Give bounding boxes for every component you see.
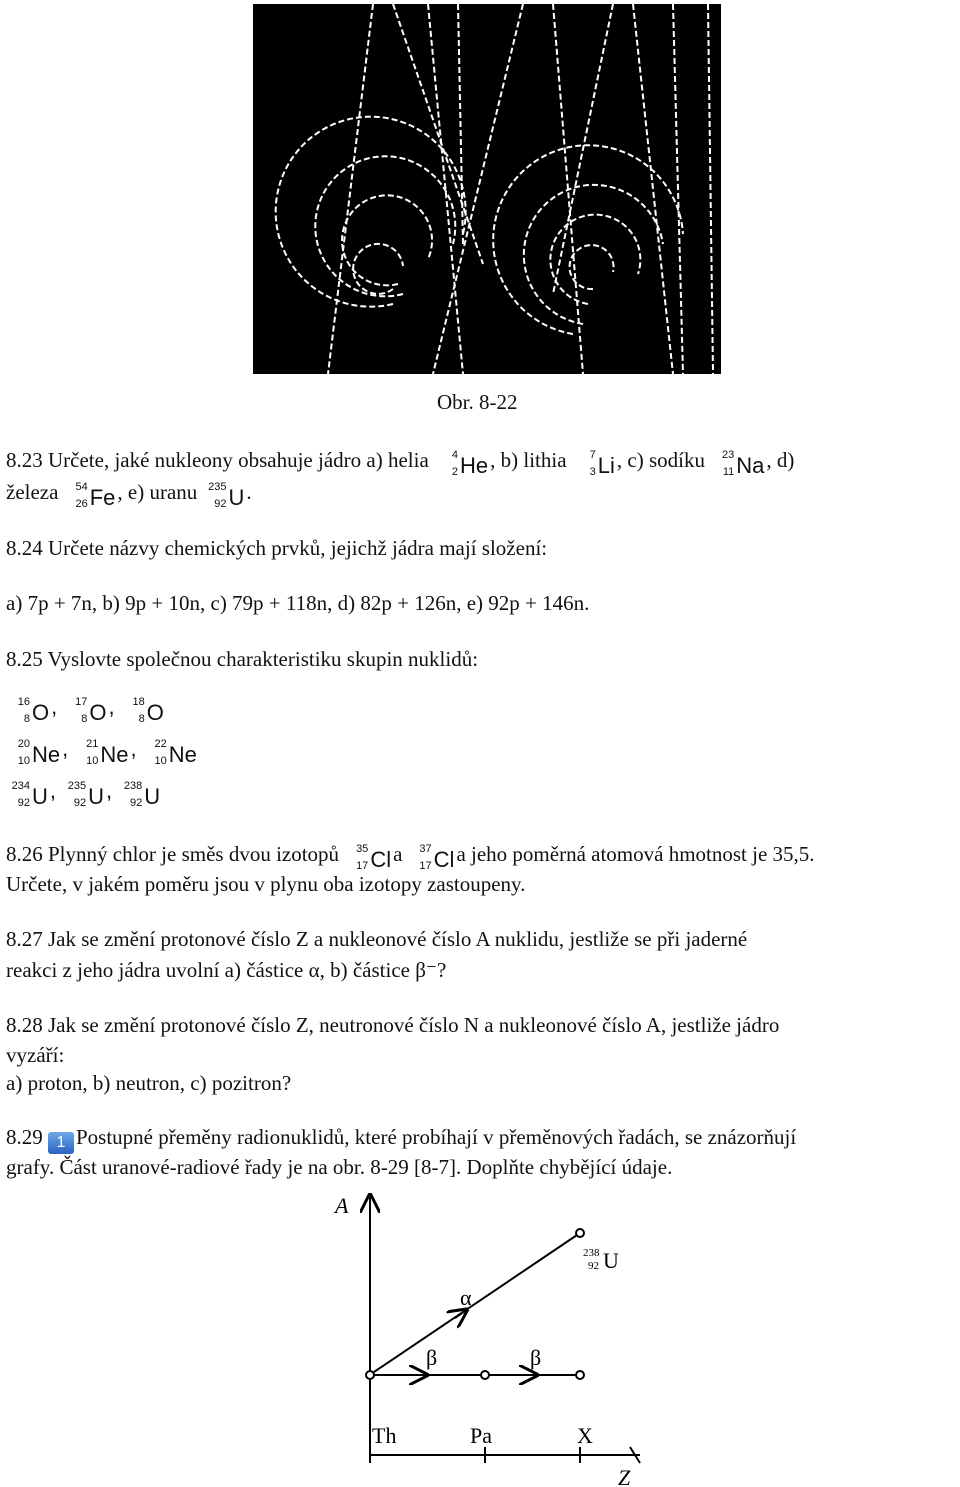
group-neon: 20 10 Ne, 21 10 Ne, 22 10 Ne bbox=[6, 736, 199, 778]
nuclide-u: 235 92 U bbox=[208, 481, 245, 510]
nuclide-cl35: 35 17 Cl bbox=[356, 843, 392, 872]
p826-mid: a bbox=[393, 842, 403, 866]
problem-8-28-line2: vyzáří: bbox=[6, 1043, 65, 1067]
problem-8-27-line2: reakci z jeho jádra uvolní a) částice α, b) částice β⁻? bbox=[6, 958, 447, 982]
nuclide-o17: 17 8 O bbox=[75, 696, 107, 725]
group-uranium: 234 92 U, 235 92 U, 238 92 U bbox=[6, 778, 199, 820]
nuclide-u238: 238 92 U bbox=[123, 780, 161, 809]
problem-8-23-lead: 8.23 Určete, jaké nukleony obsahuje jádro a) helia bbox=[6, 448, 429, 472]
decay-diagram bbox=[300, 1185, 680, 1487]
p826-lead: 8.26 Plynný chlor je směs dvou izotopů bbox=[6, 842, 340, 866]
label-pa: Pa bbox=[470, 1423, 492, 1448]
nuclide-na: 23 11 Na bbox=[722, 449, 765, 478]
problem-8-28-line3: a) proton, b) neutron, c) pozitron? bbox=[6, 1071, 292, 1095]
nuclide-o16: 16 8 O bbox=[17, 696, 50, 725]
nuclide-ne22: 22 10 Ne bbox=[154, 738, 197, 767]
problem-8-23-line2 bbox=[6, 480, 252, 511]
alpha-label: α bbox=[460, 1285, 472, 1310]
nuclide-ne20: 20 10 Ne bbox=[17, 738, 61, 767]
point-u238 bbox=[576, 1229, 584, 1237]
problem-8-29-line2: grafy. Část uranové-radiové řady je na obr. 8-29 [8-7]. Doplňte chybějící údaje. bbox=[6, 1155, 673, 1179]
problem-8-29-line1 bbox=[6, 1125, 796, 1154]
point-x bbox=[576, 1371, 584, 1379]
p829-num: 8.29 bbox=[6, 1125, 43, 1149]
label-x: X bbox=[577, 1423, 593, 1448]
info-icon[interactable]: 1 bbox=[48, 1132, 74, 1154]
nuclide-he: 4 2 He bbox=[451, 449, 489, 478]
nuclide-li: 7 3 Li bbox=[589, 449, 615, 478]
nuclide-groups bbox=[6, 694, 199, 820]
p829-text: Postupné přeměny radionuklidů, které probíhají v přeměnových řadách, se znázorňují bbox=[76, 1125, 797, 1149]
beta2-label: β bbox=[530, 1345, 542, 1370]
problem-8-25-line1: 8.25 Vyslovte společnou charakteristiku skupin nuklidů: bbox=[6, 647, 479, 671]
beta1-label: β bbox=[426, 1345, 438, 1370]
group-oxygen: 16 8 O, 17 8 O, 18 8 O bbox=[6, 694, 199, 736]
nuclide-u235: 235 92 U bbox=[67, 780, 105, 809]
nuclide-fe: 54 26 Fe bbox=[75, 481, 116, 510]
problem-8-26-line1 bbox=[6, 842, 815, 873]
u238-z: 92 bbox=[588, 1260, 599, 1272]
nuclide-cl37: 37 17 Cl bbox=[419, 843, 455, 872]
point-th bbox=[366, 1371, 374, 1379]
cloud-chamber-photo bbox=[253, 4, 721, 374]
label-th: Th bbox=[372, 1423, 397, 1448]
nuclide-ne21: 21 10 Ne bbox=[86, 738, 129, 767]
problem-8-23-line1 bbox=[6, 448, 794, 479]
figure-caption: Obr. 8-22 bbox=[437, 390, 518, 414]
problem-8-24-line1: 8.24 Určete názvy chemických prvků, jejichž jádra mají složení: bbox=[6, 536, 548, 560]
problem-8-24-line2: a) 7p + 7n, b) 9p + 10n, c) 79p + 118n, d) 82p + 126n, e) 92p + 146n. bbox=[6, 591, 590, 615]
problem-8-26-line2: Určete, v jakém poměru jsou v plynu oba izotopy zastoupeny. bbox=[6, 872, 526, 896]
point-pa bbox=[481, 1371, 489, 1379]
u238-mass: 238 bbox=[583, 1247, 600, 1259]
u238-sym: U bbox=[603, 1248, 619, 1273]
end-dot: . bbox=[246, 480, 252, 504]
axis-z-label: Z bbox=[618, 1465, 631, 1487]
sep-d: , d) bbox=[766, 448, 795, 472]
problem-8-27-line1: 8.27 Jak se změní protonové číslo Z a nukleonové číslo A nuklidu, jestliže se při jaderné bbox=[6, 927, 748, 951]
p826-tail: a jeho poměrná atomová hmotnost je 35,5. bbox=[456, 842, 815, 866]
particle-tracks bbox=[253, 4, 721, 374]
sep-c: , c) sodíku bbox=[616, 448, 705, 472]
nuclide-u234: 234 92 U bbox=[11, 780, 48, 809]
problem-8-28-line1: 8.28 Jak se změní protonové číslo Z, neutronové číslo N a nukleonové číslo A, jestliže jádro bbox=[6, 1013, 780, 1037]
sep-b: , b) lithia bbox=[490, 448, 567, 472]
axis-a-label: A bbox=[335, 1193, 349, 1218]
sep-e: , e) uranu bbox=[117, 480, 198, 504]
alpha-arrow bbox=[374, 1233, 580, 1372]
line2-start: železa bbox=[6, 480, 59, 504]
nuclide-o18: 18 8 O bbox=[132, 696, 164, 725]
